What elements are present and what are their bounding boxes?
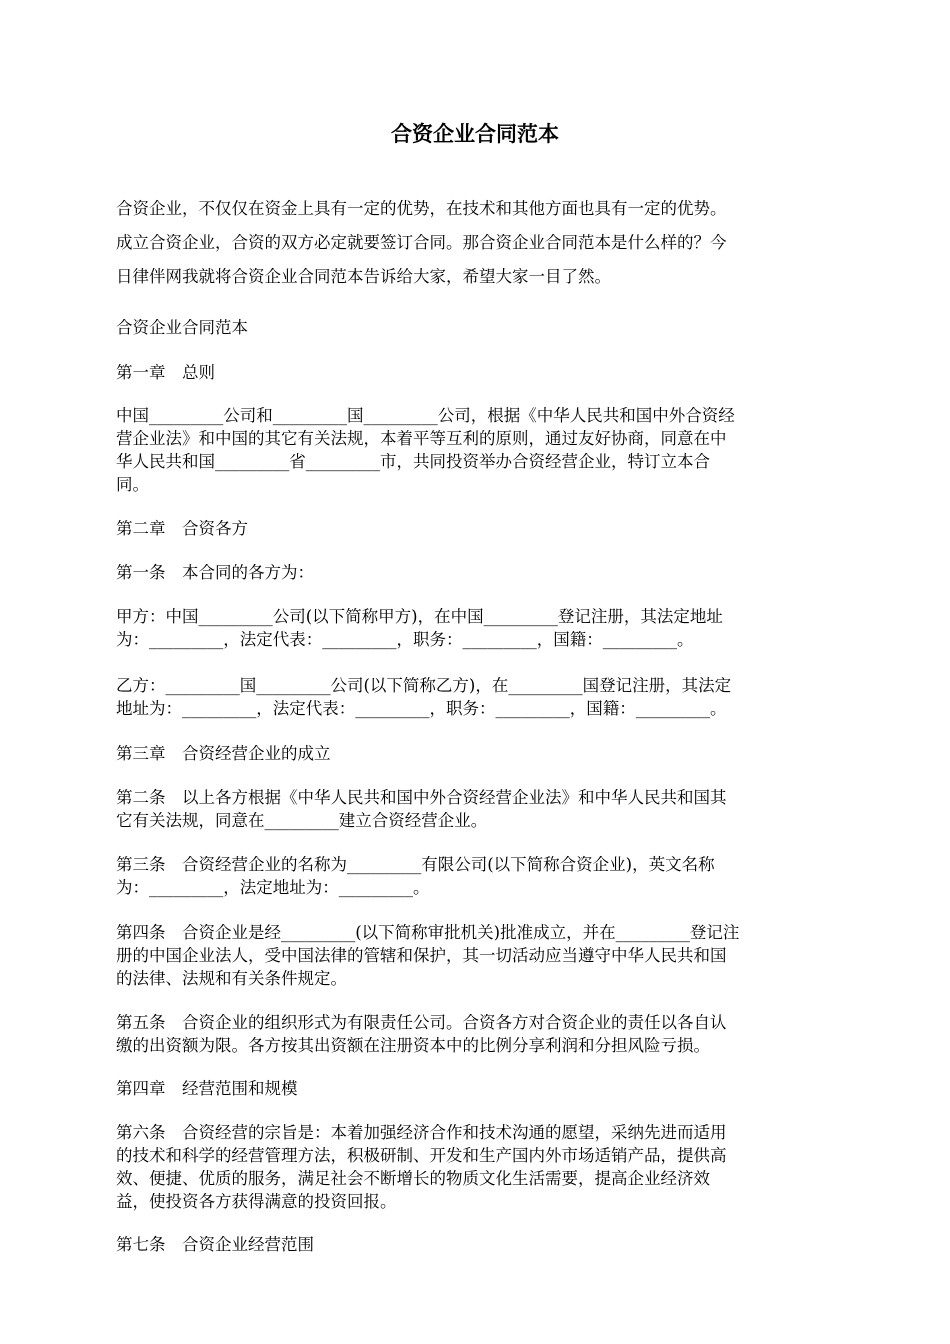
article-1: 第一条 本合同的各方为： bbox=[116, 563, 314, 582]
chapter-1-paragraph bbox=[116, 404, 836, 496]
article-2 bbox=[116, 786, 836, 832]
paragraph-line: 的技术和科学的经营管理方法，积极研制、开发和生产国内外市场适销产品，提供高 bbox=[116, 1146, 727, 1165]
party-b-paragraph bbox=[116, 674, 836, 720]
paragraph-line: 的法律、法规和有关条件规定。 bbox=[116, 969, 347, 988]
paragraph-line: 中国_________公司和_________国_________公司，根据《中华人民共和国中外合资经 bbox=[116, 406, 735, 425]
paragraph-line: 它有关法规，同意在_________建立合资经营企业。 bbox=[116, 811, 488, 830]
intro-line: 日律伴网我就将合资企业合同范本告诉给大家，希望大家一目了然。 bbox=[116, 267, 611, 286]
article-5 bbox=[116, 1011, 836, 1057]
paragraph-line: 册的中国企业法人，受中国法律的管辖和保护，其一切活动应当遵守中华人民共和国 bbox=[116, 946, 727, 965]
intro-line: 成立合资企业，合资的双方必定就要签订合同。那合资企业合同范本是什么样的？今 bbox=[116, 233, 727, 252]
article-4 bbox=[116, 921, 836, 990]
paragraph-line: 第五条 合资企业的组织形式为有限责任公司。合资各方对合资企业的责任以各自认 bbox=[116, 1013, 727, 1032]
paragraph-line: 营企业法》和中国的其它有关法规，本着平等互利的原则，通过友好协商，同意在中 bbox=[116, 429, 727, 448]
article-6 bbox=[116, 1121, 836, 1213]
chapter-3-heading: 第三章 合资经营企业的成立 bbox=[116, 744, 331, 763]
chapter-2-heading: 第二章 合资各方 bbox=[116, 519, 248, 538]
chapter-4-heading: 第四章 经营范围和规模 bbox=[116, 1079, 298, 1098]
article-7: 第七条 合资企业经营范围 bbox=[116, 1235, 314, 1254]
paragraph-line: 甲方：中国_________公司(以下简称甲方)，在中国_________登记注册，其法定地址 bbox=[116, 607, 723, 626]
contract-subtitle: 合资企业合同范本 bbox=[116, 318, 248, 337]
paragraph-line: 华人民共和国_________省_________市，共同投资举办合资经营企业，特订立本合 bbox=[116, 452, 710, 471]
paragraph-line: 益，使投资各方获得满意的投资回报。 bbox=[116, 1192, 397, 1211]
article-3 bbox=[116, 853, 836, 899]
paragraph-line: 效、便捷、优质的服务，满足社会不断增长的物质文化生活需要，提高企业经济效 bbox=[116, 1169, 710, 1188]
paragraph-line: 为：_________，法定地址为：_________。 bbox=[116, 878, 430, 897]
intro-line: 合资企业，不仅仅在资金上具有一定的优势，在技术和其他方面也具有一定的优势。 bbox=[116, 199, 727, 218]
chapter-1-heading: 第一章 总则 bbox=[116, 363, 215, 382]
intro-paragraph bbox=[116, 192, 836, 294]
paragraph-line: 地址为：_________，法定代表：_________，职务：_________，国籍：_________。 bbox=[116, 699, 727, 718]
paragraph-line: 乙方：_________国_________公司(以下简称乙方)，在_________国登记注册，其法定 bbox=[116, 676, 732, 695]
paragraph-line: 同。 bbox=[116, 475, 149, 494]
party-a-paragraph bbox=[116, 605, 836, 651]
document-title: 合资企业合同范本 bbox=[391, 122, 559, 146]
paragraph-line: 缴的出资额为限。各方按其出资额在注册资本中的比例分享利润和分担风险亏损。 bbox=[116, 1036, 710, 1055]
paragraph-line: 第四条 合资企业是经_________(以下简称审批机关)批准成立，并在_________登记注 bbox=[116, 923, 740, 942]
paragraph-line: 为：_________，法定代表：_________，职务：_________，国籍：_________。 bbox=[116, 630, 694, 649]
paragraph-line: 第三条 合资经营企业的名称为_________有限公司(以下简称合资企业)，英文名称 bbox=[116, 855, 715, 874]
paragraph-line: 第六条 合资经营的宗旨是：本着加强经济合作和技术沟通的愿望，采纳先进而适用 bbox=[116, 1123, 727, 1142]
paragraph-line: 第二条 以上各方根据《中华人民共和国中外合资经营企业法》和中华人民共和国其 bbox=[116, 788, 727, 807]
